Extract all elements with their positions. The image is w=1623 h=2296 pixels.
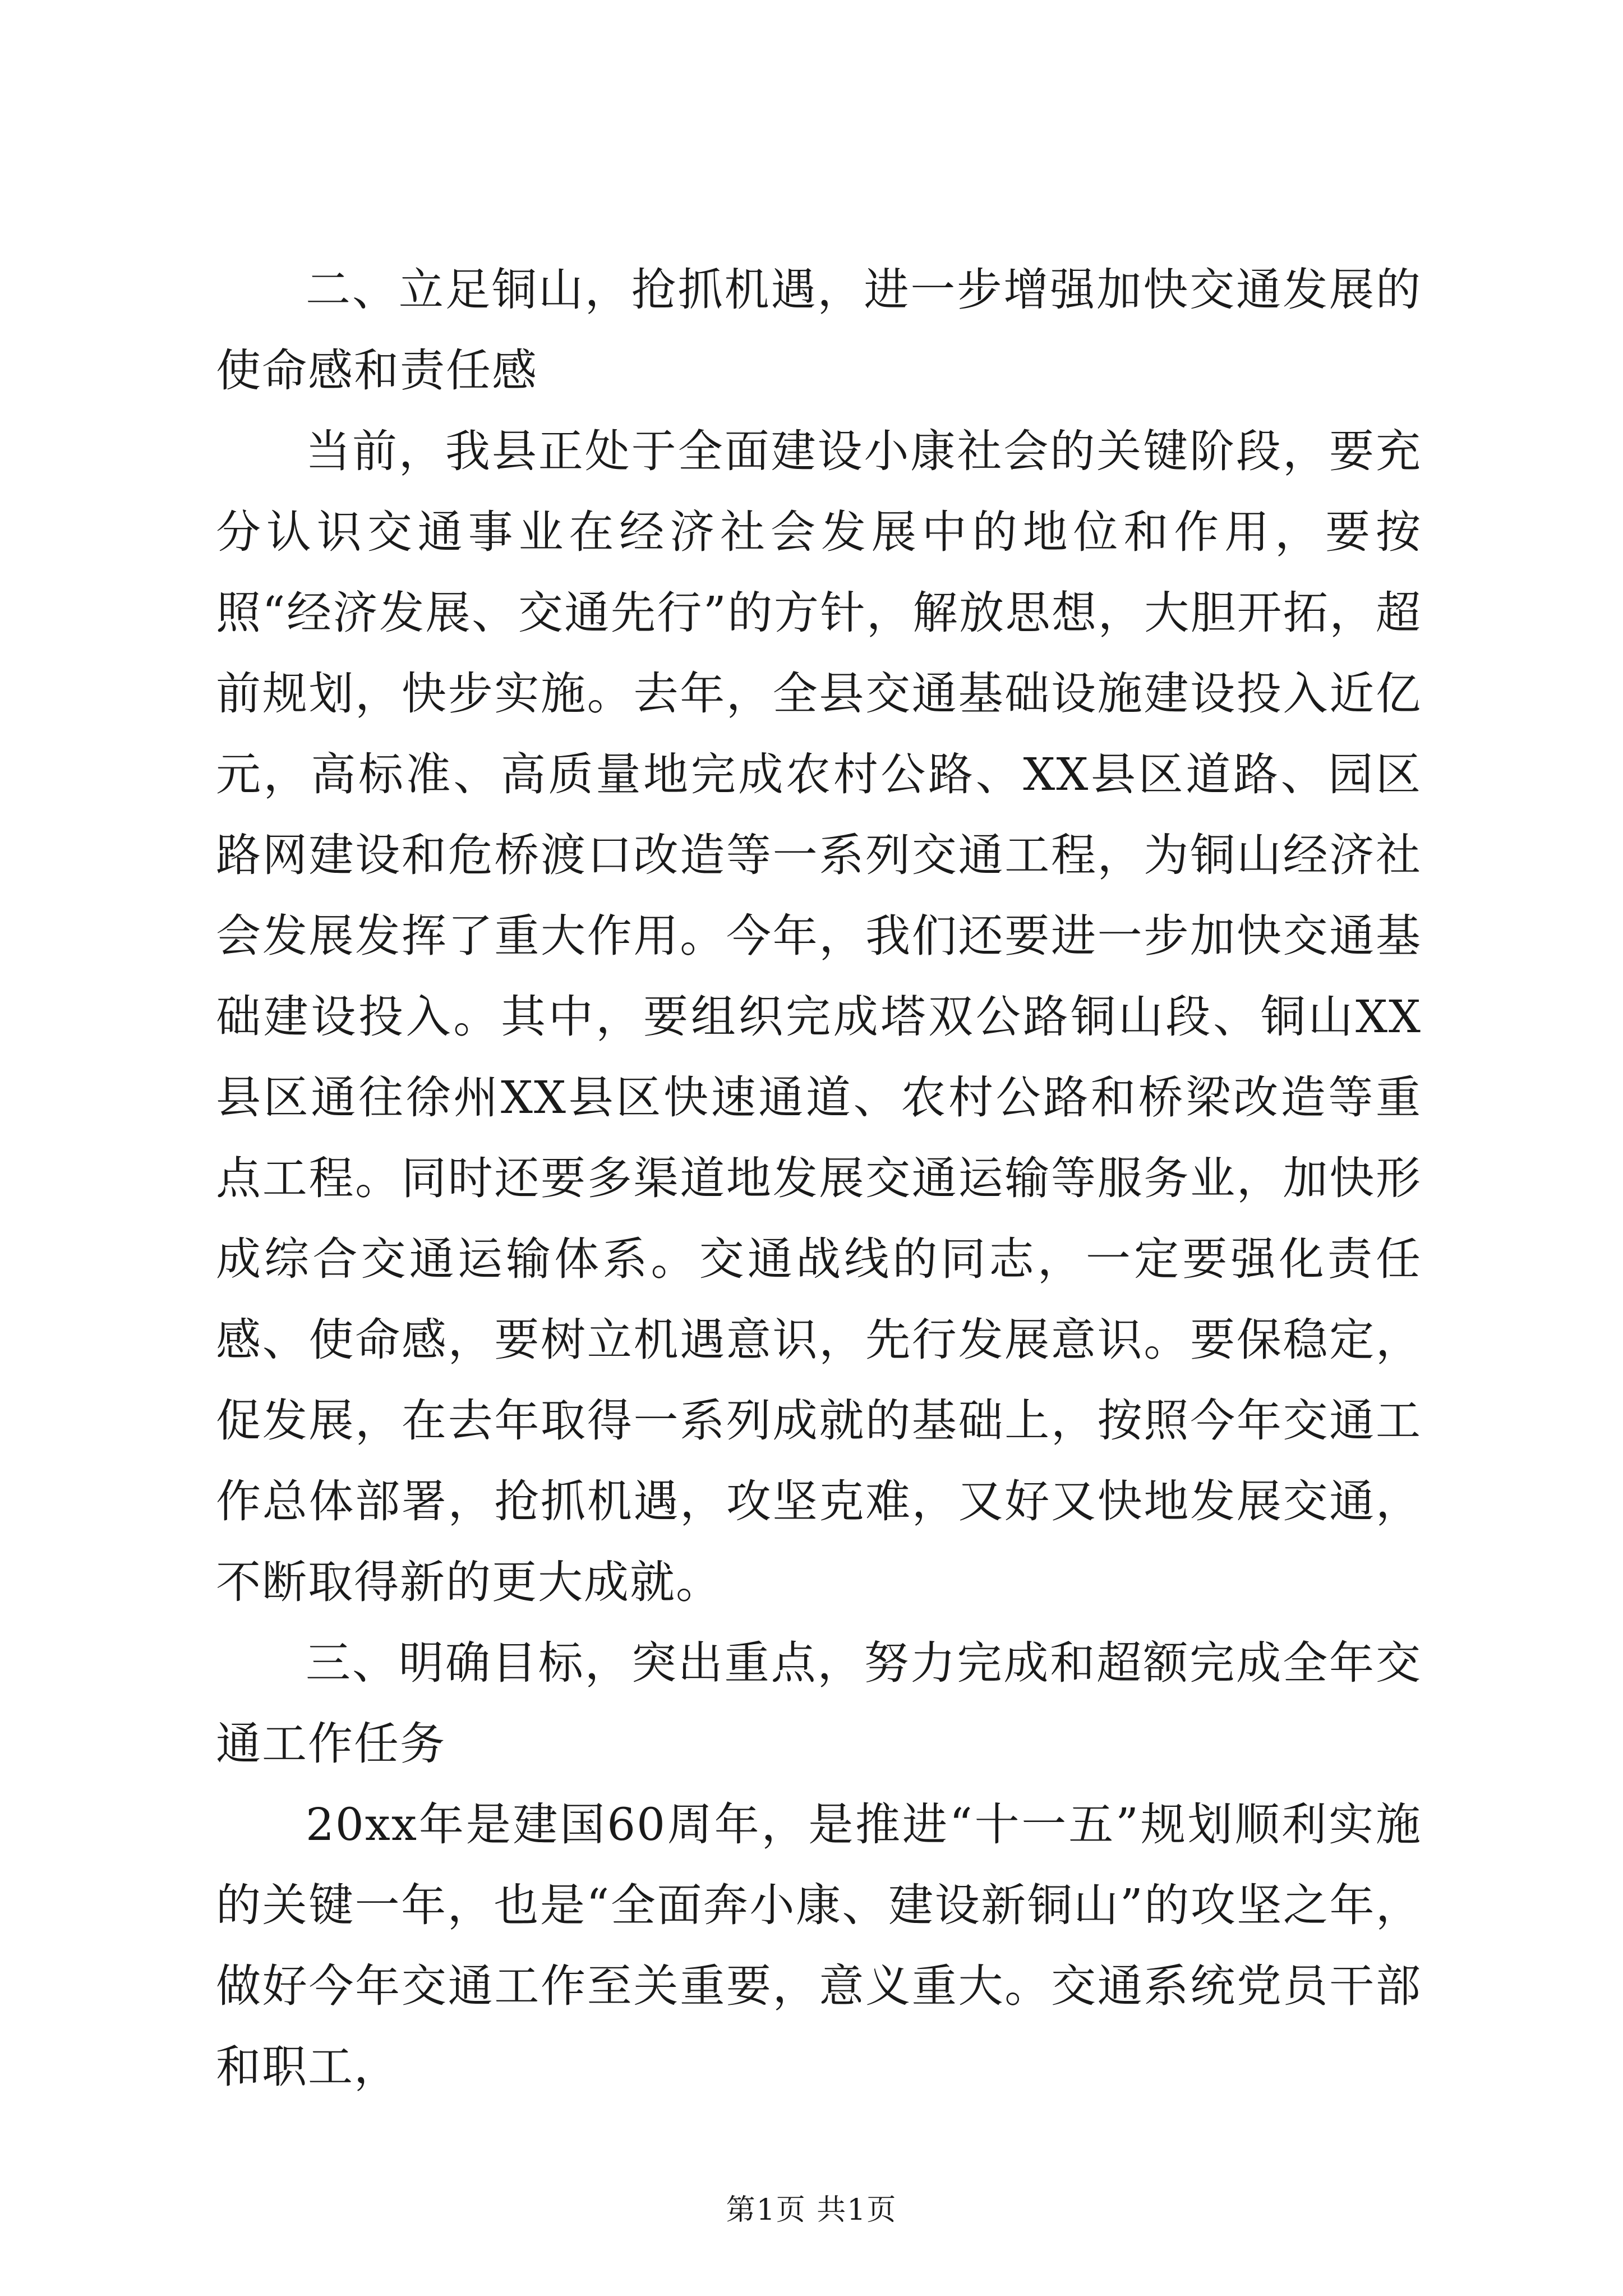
- body-paragraph-continued: 20xx年是建国60周年，是推进“十一五”规划顺利实施的关键一年，也是“全面奔小康、建设新铜山”的攻坚之年，做好今年交通工作至关重要，意义重大。交通系统党员干部和职工，: [216, 1798, 1422, 2093]
- page-footer: 第1页 共1页: [726, 2193, 897, 2227]
- document-body: [216, 250, 1422, 2108]
- section-heading-three: 三、明确目标，突出重点，努力完成和超额完成全年交通工作任务: [216, 1637, 1422, 1770]
- section-heading-two: 二、立足铜山，抢抓机遇，进一步增强加快交通发展的使命感和责任感: [216, 264, 1422, 397]
- body-paragraph: 当前，我县正处于全面建设小康社会的关键阶段，要充分认识交通事业在经济社会发展中的地位和作用，要按照“经济发展、交通先行”的方针，解放思想，大胆开拓，超前规划，快步实施。去年，全县交通基础设施建设投入近亿元，高标准、高质量地完成农村公路、XX县区道路、园区路网建设和危桥渡口改造等一系列交通工程，为铜山经济社会发展发挥了重大作用。今年，我们还要进一步加快交通基础建设投入。其中，要组织完成塔双公路铜山段、铜山XX县区通往徐州XX县区快速通道、农村公路和桥梁改造等重点工程。同时还要多渠道地发展交通运输等服务业，加快形成综合交通运输体系。交通战线的同志，一定要强化责任感、使命感，要树立机遇意识，先行发展意识。要保稳定，促发展，在去年取得一系列成就的基础上，按照今年交通工作总体部署，抢抓机遇，攻坚克难，又好又快地发展交通，不断取得新的更大成就。: [216, 425, 1422, 1608]
